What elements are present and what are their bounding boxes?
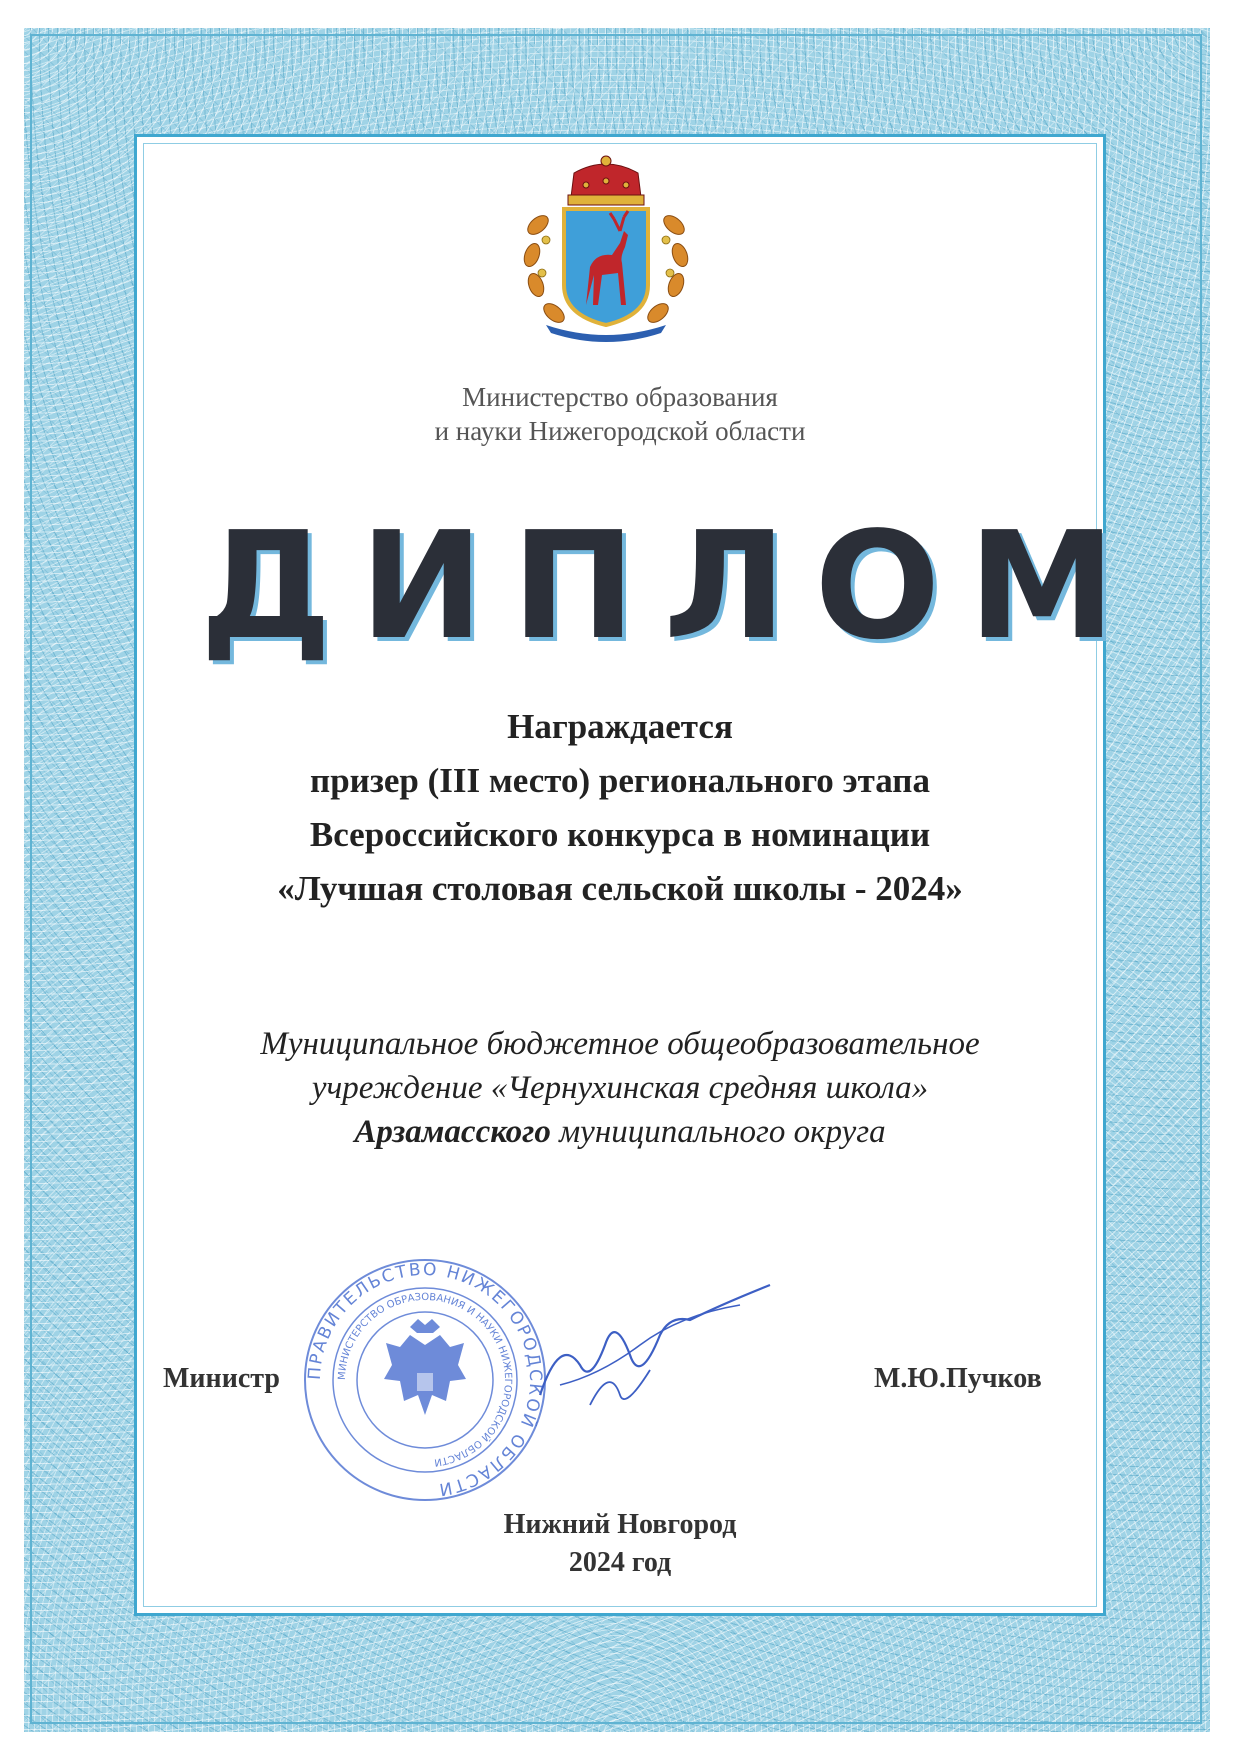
nizhny-novgorod-coat-of-arms-icon — [516, 155, 696, 345]
award-line-1: Награждается — [507, 707, 733, 746]
signatory-role: Министр — [163, 1363, 280, 1394]
issue-city: Нижний Новгород — [503, 1509, 737, 1540]
recipient-line-3-rest: муниципального округа — [559, 1114, 886, 1150]
issue-year: 2024 год — [568, 1547, 672, 1578]
handwritten-signature-icon — [520, 1275, 780, 1425]
recipient-line-3-bold: Арзамасского — [354, 1114, 551, 1150]
ministry-line-1: Министерство образования — [462, 382, 778, 412]
recipient-line-2: учреждение «Чернухинская средняя школа» — [311, 1070, 929, 1106]
signatory-name: М.Ю.Пучков — [874, 1363, 1042, 1394]
ministry-line-2: и науки Нижегородской области — [434, 416, 806, 446]
issue-place-date — [400, 1506, 840, 1582]
award-text — [180, 700, 1060, 916]
certificate-title: ДИПЛОМ — [200, 500, 1144, 672]
award-line-2: призер (III место) регионального этапа — [310, 761, 930, 800]
recipient-line-3 — [160, 1110, 1080, 1154]
svg-text:ПРАВИТЕЛЬСТВО НИЖЕГОРОДСКОЙ ОБ: ПРАВИТЕЛЬСТВО НИЖЕГОРОДСКОЙ ОБЛАСТИ — [304, 1259, 546, 1500]
recipient-line-1: Муниципальное бюджетное общеобразовательное — [260, 1026, 980, 1062]
official-round-stamp-icon — [300, 1255, 550, 1505]
recipient-name — [160, 1022, 1080, 1154]
award-line-4: «Лучшая столовая сельской школы - 2024» — [277, 869, 963, 908]
ministry-name — [280, 380, 960, 448]
award-line-3: Всероссийского конкурса в номинации — [309, 815, 931, 854]
svg-text:МИНИСТЕРСТВО ОБРАЗОВАНИЯ И НАУ: МИНИСТЕРСТВО ОБРАЗОВАНИЯ И НАУКИ НИЖЕГОРОДСКОЙ ОБЛАСТИ — [336, 1291, 514, 1468]
